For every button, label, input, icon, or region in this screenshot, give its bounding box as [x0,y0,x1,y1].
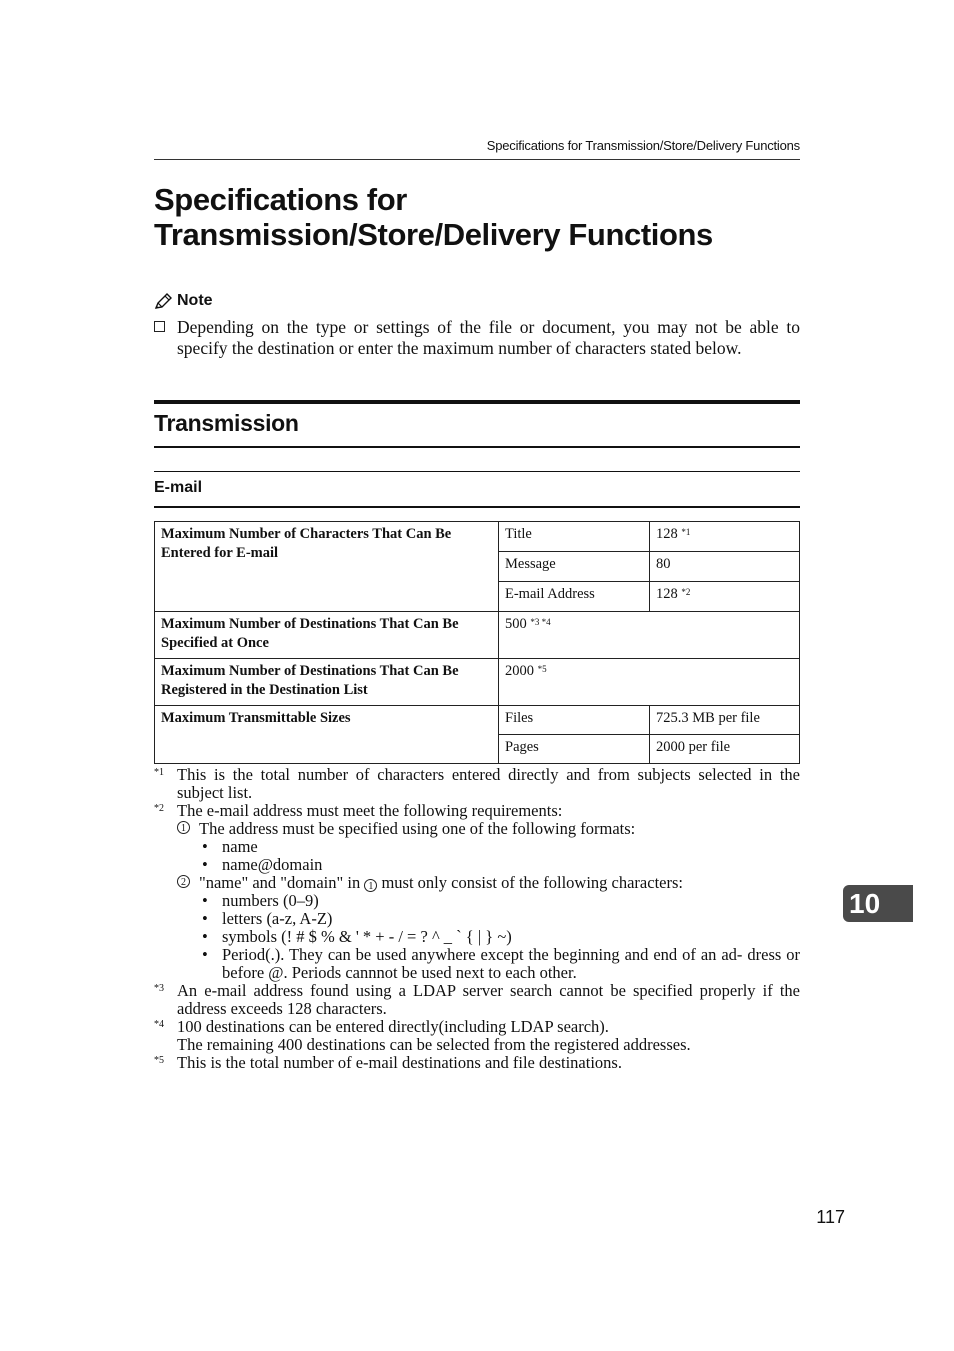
section-rule-bottom [154,446,800,448]
footnote-5 [154,1054,800,1072]
footnote-3 [154,982,800,1018]
table-row-header: Maximum Number of Characters That Can Be Entered for E-mail [155,522,499,612]
table-cell-value: 725.3 MB per file [650,706,800,735]
footnote-ref: *5 [537,664,547,674]
step-number: 2 [177,875,190,888]
list-item: • letters (a-z, A-Z) [202,909,333,928]
table-cell-value: 128 $^{*2}$ [650,582,800,612]
footnote-ref: *3 *4 [530,617,551,627]
bullet-icon: • [202,891,208,910]
list-item: • symbols (! # $ % & ' * + - / = ? ^ _ ` { | } ~) [202,927,512,946]
footnote-2 [154,802,800,820]
note-item [154,317,800,359]
table-row [155,612,800,659]
bullet-icon: • [202,837,208,856]
page-title-line2: Transmission/Store/Delivery Functions [154,217,713,252]
step-reference: 1 [364,879,377,892]
pencil-icon [154,293,173,310]
note-label: Note [177,292,213,309]
footnote-ref: *2 [681,587,691,597]
list-item: • Period(.). They can be used anywhere except the beginning and end of an ad- dress or before @. Periods cannnot be used next to each other. [202,945,800,982]
table-cell-value: 2000 per file [650,735,800,764]
table-cell-label: Pages [499,735,650,764]
subsection-title: E-mail [154,479,203,496]
table-cell-label: Message [499,552,650,582]
bullet-icon: • [202,855,208,874]
footnote-4 [154,1018,800,1054]
table-row [155,522,800,552]
bullet-icon: • [202,927,208,946]
header-rule [154,159,800,160]
requirement-step-2: 2 "name" and "domain" in 1 must only consist of the following characters: [177,874,800,892]
footnote-text: An e-mail address found using a LDAP server search cannot be specified properly if the address exceeds 128 characters. [177,981,800,1018]
running-header: Specifications for Transmission/Store/Delivery Functions [486,138,800,153]
table-row-header: Maximum Number of Destinations That Can Be Registered in the Destination List [155,659,499,706]
table-cell-value: 2000 $^{*5}$ [499,659,800,706]
footnote-text: This is the total number of characters entered directly and from subjects selected in the subject list. [177,765,800,802]
section-title: Transmission [154,410,299,436]
footnote-text: The e-mail address must meet the following requirements: [177,801,563,820]
email-spec-table [154,521,800,764]
section-rule-top [154,400,800,404]
table-cell-label: Files [499,706,650,735]
footnote-2-body [154,820,800,982]
requirement-step-1 [177,820,800,838]
checkbox-bullet-icon [154,321,165,332]
footnote-mark: *3 [154,983,164,994]
footnote-mark: *4 [154,1019,164,1030]
footnote-text: 100 destinations can be entered directly(including LDAP search). [177,1017,609,1036]
footnote-mark: *5 [154,1055,164,1066]
list-item: • name [202,837,258,856]
footnote-text: The remaining 400 destinations can be selected from the registered addresses. [177,1035,691,1054]
table-cell-value: 80 [650,552,800,582]
list-item: • name@domain [202,855,323,874]
page-number: 117 [816,1207,845,1227]
table-cell-value: 128 $^{*1}$ [650,522,800,552]
chapter-tab: 10 [843,885,913,922]
footnote-mark: *1 [154,767,164,778]
bullet-icon: • [202,909,208,928]
subsection-rule-bottom [154,506,800,508]
footnote-ref: *1 [681,527,691,537]
page-title [154,182,814,252]
step-number: 1 [177,821,190,834]
step-text: The address must be specified using one of the following formats: [199,819,636,838]
table-row [155,706,800,735]
table-cell-label: Title [499,522,650,552]
note-text: Depending on the type or settings of the file or document, you may not be able to specify the destination or enter the maximum number of characters stated below. [177,317,800,358]
note-heading [154,292,213,310]
footnote-1 [154,766,800,802]
list-item: • numbers (0–9) [202,891,319,910]
footnote-text: This is the total number of e-mail destinations and file destinations. [177,1053,622,1072]
table-cell-value: 500 $^{*3 *4}$ [499,612,800,659]
footnote-mark: *2 [154,803,164,814]
subsection-rule-top [154,471,800,472]
table-cell-label: E-mail Address [499,582,650,612]
page-title-line1: Specifications for [154,182,407,217]
table-row-header: Maximum Number of Destinations That Can Be Specified at Once [155,612,499,659]
bullet-icon: • [202,945,208,964]
table-row-header: Maximum Transmittable Sizes [155,706,499,764]
table-row [155,659,800,706]
footnotes [154,766,800,1072]
